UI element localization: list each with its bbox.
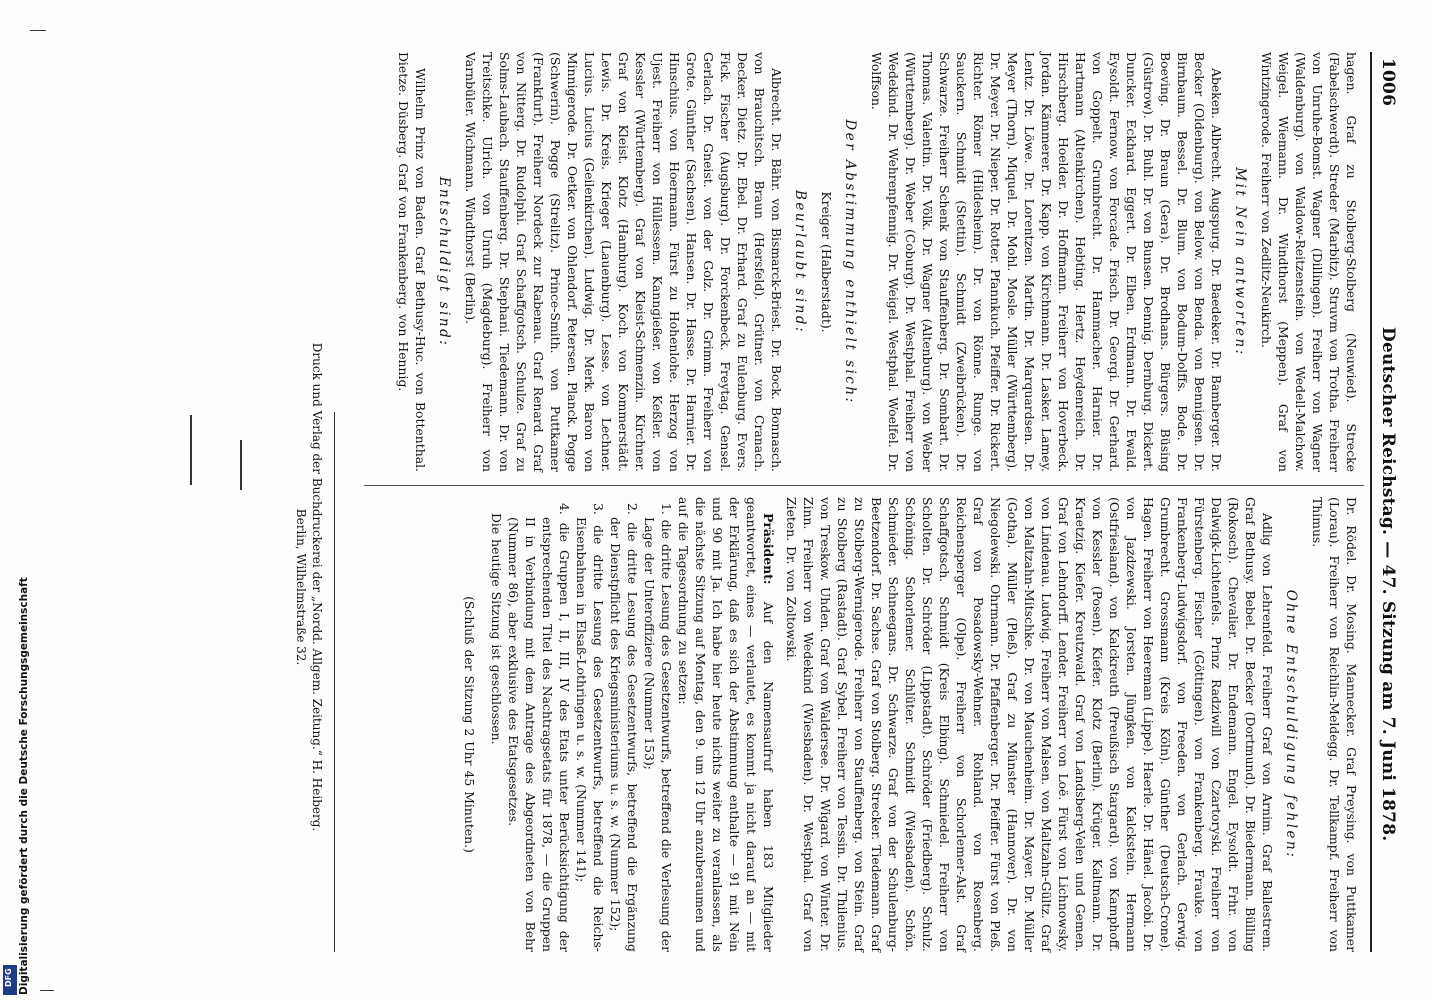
- right-intro: Dr. Rödel. Dr. Mosing. Mannecker. Graf Preysing. von Puttkamer (Lorau). Freiherr von Reichlin-Meldegg. Dr. Tellkampf. Freiherr von Thimus.: [1310, 497, 1359, 952]
- agenda-item: 4. die Gruppen I, II, III, IV des Etats unter Berücksichtigung der entsprechenden Titel des Nachtragsetats für 1878, — die Gruppen II in Verbindung mit dem Antrage des Abgeordneten von Behr (Nummer 86), aber exklusive des Etatsgesetzes.: [506, 503, 572, 952]
- printer-imprint: [293, 222, 325, 952]
- section-title-excused: Entschuldigt sind:: [436, 176, 452, 348]
- president-label: Präsident:: [761, 513, 776, 585]
- right-column: [360, 497, 1360, 952]
- page-title: Deutscher Reichstag. — 47. Sitzung am 7. Juni 1878.: [1378, 327, 1398, 842]
- scan-mark: [240, 440, 242, 490]
- abstain-voters: Kreiger (Halberstadt).: [819, 191, 834, 333]
- president-text: Auf den Namensaufruf haben 183 Mitglieder geantwortet, eines — verlautet, es kommt ja nicht darauf an — mit der Erklärung, daß es sich der Abstimmung enthalte — 91 mit Nein und 90 mit Ja. Ich habe hier heute nichts weiter zu veranlassen, als die nächste Sitzung auf Montag, den 9. um 12 Uhr anzuberaumen und auf die Tagesordnung zu setzen:: [676, 497, 776, 952]
- left-column: [360, 52, 1360, 472]
- excused-members: Wilhelm Prinz von Baden. Graf Bethusy-Huc. von Bottenthal. Dietze. Düsberg. Graf von Frankenberg. von Hennig.: [396, 52, 428, 472]
- agenda-item: 1. die dritte Lesung des Gesetzentwurfs, betreffend die Verlesung der Lage der Unteroffiziere (Nummer 153);: [642, 503, 674, 952]
- agenda-item: 3. die dritte Lesung des Gesetzentwurfs, betreffend die Reichs-Eisenbahnen in Elsaß-Lothringen u. s. w. (Nummer 141);: [574, 503, 606, 952]
- section-title-absent: Ohne Entschuldigung fehlen:: [1283, 589, 1299, 860]
- left-intro: hagen. Graf zu Stolberg-Stolberg (Neuwied). Strecke (Fabelschwerdt). Streder (Marbitz). Struvm von Trotha. Freiherr von Unruhe-Bomst. Wagner (Dillingen). Freiherr von Wagner (Waldenburg). von Waldow-Reitzenstein. von Wedell-Malchow. Weigel. Wiemann. Dr. Windthorst (Meppen). Graf von Wintzingerode. Freiherr von Zedlitz-Neukirch.: [1259, 52, 1359, 472]
- footer-rule: [334, 412, 335, 952]
- column-divider: [364, 485, 1364, 486]
- rotated-page-content: [235, 52, 1400, 952]
- dfg-logo-text: DFG: [4, 968, 13, 987]
- page-number: 1006: [1378, 58, 1398, 107]
- scan-mark: [190, 415, 192, 485]
- closing-line: Die heutige Sitzung ist geschlossen.: [489, 513, 504, 745]
- president-statement: [675, 497, 777, 952]
- leave-members: Albrecht. Dr. Bähr. von Bismarck-Briest. Dr. Bock. Bonnasch. von Brauchitsch. Braun (Hersfeld). Grütner. von Cranach. Decker. Dietz. Dr. Ebel. Dr. Erhard. Graf zu Eulenburg. Evers. Fick. Fischer (Augsburg). Dr. Forckenbeck. Freytag. Gensel. Gerlach. Dr. Gneist. von der Golz. Dr. Grimm. Freiherr von Grote. Günther (Sachsen). Hansen. Dr. Hasse. Dr. Harnier. Dr. Hinschius. von Hoermann. Fürst zu Hohenlohe. Herzog von Ujest. Freiherr von Hüllessem. Kanngießer. von Keßler. von Kessler (Württemberg). Graf von Kleist-Schmenzin. Kirchner. Graf von Kleist. Klotz (Hamburg). Koch. von Kommerstädt. Lewis. Dr. Kreis. Krieger (Lauenburg). Lesse. von Lechner. Lucius. Lucius (Geilenkirchen). Ludwig. Dr. Merk. Baron von Minnigerode. Dr. Oetker. von Ohlendorf. Petersen. Planck. Pogge (Schwerin). Pogge (Strelitz). Prince-Smith. von Puttkamer (Frankfurt). Freiherr Nordeck zur Rabenau. Graf Renard. Graf von Nitterg. Dr. Rudolphi. Graf Schaffgotsch. Schulze. Graf zu Solms-Laubach. Stauffenberg. Dr. Stephani. Tiedemann. Dr. von Treitschke. Ulrich. von Unruh (Magdeburg). Freiherr von Varnbüler. Wichmann. Windthorst (Berlin).: [463, 52, 784, 472]
- imprint-line-2: Berlin, Wilhelmstraße 32.: [294, 508, 308, 666]
- section-title-nein: Mit Nein antworten:: [1232, 167, 1248, 357]
- scan-mark: [40, 990, 54, 991]
- scan-mark: [30, 30, 46, 31]
- section-title-abstain: Der Abstimmung enthielt sich:: [842, 119, 858, 405]
- closing-note: (Schluß der Sitzung 2 Uhr 45 Minuten.): [462, 596, 477, 853]
- digitization-credit: Digitalisierung gefördert durch die Deutsche Forschungsgemeinschaft: [18, 577, 30, 995]
- nein-voters: Abeken. Albrecht. Augspurg. Dr. Baedeker. Dr. Bamberger. Dr. Becker (Oldenburg). von Below. von Benda. von Bennigsen. Dr. Birnbaum. Bessel. Dr. Blum. von Bodum-Dolffs. Bode. Dr. Boeving. Dr. Braun (Gera). Dr. Brodhans. Bürgers. Büsing (Güstrow). Dr. Buhl. Dr. von Bunsen. Dennig. Dernburg. Dickert. Duncker. Eckhard. Eggert. Dr. Elben. Erdmann. Dr. Ewald. Eysoldt. Fernow. von Forcade. Frisch. Dr. Georgi. Dr. Gerhard. von Goppelt. Grumbrecht. Dr. Hammacher. Harnier. Dr. Hartmann (Altenkirchen). Hebting. Hertz. Heydenreich. Dr. Hirschberg. Hoelder. Dr. Hoffmann. Freiherr von Hoverbeck. Jordan. Kämmerer. Dr. Kapp. von Kirchmann. Dr. Lasker. Lamey. Lentz. Dr. Löwe. Dr. Lorentzen. Martin. Dr. Marquardsen. Dr. Meyer (Thorn). Miquel. Dr. Mohl. Mosle. Müller (Württemberg). Dr. Meyer. Dr. Nieper. Dr. Rotter. Pfannkuch. Pfeiffer. Dr. Rickert. Richter. Römer (Hildesheim). Dr. von Rönne. Runge. von Sauckern. Schmidt (Stettin). Schmidt (Zweibrücken). Dr. Schwarze. Freiherr Schenk von Stauffenberg. Dr. Sombart. Dr. Thomas. Valentin. Dr. Völk. Dr. Wagner (Altenburg). von Weber (Württemberg). Dr. Weber (Coburg). Dr. Westphal. Freiherr von Wedekind. Dr. Wehrenpfennig. Dr. Weigel. Westphal. Woelfel. Dr. Wolffson.: [869, 52, 1224, 472]
- imprint-line-1: Druck und Verlag der Buchdruckerei der „Nordd. Allgem. Zeitung.“ H. Heiberg.: [310, 342, 324, 832]
- page-header: [1374, 52, 1400, 952]
- absent-members: Adlig von Lehrenfeld. Freiherr Graf von Arnim. Graf Ballestrem. Graf Bethusy. Bebel. Dr. Becker (Dortmund). Dr. Biedermann. Bülling (Rokosch). Chevalier. Dr. Endemann. Engel. Eysoldt. Frhr. von Dalwigk-Lichtenfels. Prinz Radziwill von Czartoryski. Freiherr von Fürstenberg. Fischer (Göttingen). von Frankenberg. Frauke. von Frankenberg-Ludwigsdorf. von Freeden. von Gerlach. Gerwig. Grumbrecht. Grossmann (Kreis Köln). Günther (Deutsch-Crone). Hagen. Freiherr von Heereman (Lippe). Haerle. Dr. Hänel. Jacobi. Dr. von Jazdzewski. Jorsten. Jüngken. von Kalckstein. Hermann (Ostfriesland). von Kalckreuth (Preußisch Stargard). von Kamphoff. von Kessler (Posen). Kiefer. Klotz (Berlin). Krüger. Kaltmann. Dr. Kraetzig. Kiefer. Kreutzwald. Graf von Landsberg-Velen und Gemen. Graf von Lehndorff. Lender. Freiherr von Loë. Fürst von Lichnowsky. von Lindenau. Ludwig. Freiherr von Malsen. von Maltzahn-Gültz. Graf von Maltzahn-Mitschke. Dr. von Mauchenheim. Dr. Mayer. Dr. Müller (Gotha). Müller (Pleß). Graf zu Münster (Hannover). Dr. von Niegolewski. Ohrmann. Dr. Pfaffenberger. Dr. Pfeiffer. Fürst von Pleß. Graf von Posadowsky-Wehner. Rohland. von Rosenberg. Reichensperger (Olpe). Freiherr von Schorlemer-Alst. Graf Schaffgotsch. Schmidt (Kreis Elbing). Schmiedel. Freiherr von Scholten. Dr. Schröder (Lippstadt). Schröder (Friedberg). Schulz. Schöning. Schorlemer. Schlüter. Schmidt (Wiesbaden). Schön. Schmieder. Schneegans. Dr. Schwarze. Graf von der Schulenburg-Beetzendorf. Dr. Sachse. Graf von Stolberg. Strecker. Tiedemann. Graf zu Stolberg-Wernigerode. Freiherr von Stauffenberg. von Stein. Graf zu Stolberg (Rastadt). Graf Sybel. Freiherr von Tessin. Dr. Thilenius. von Treskow. Uhden. Graf von Waldersee. Dr. Wigard. von Winter. Dr. Zinn. Freiherr von Wedekind (Wiesbaden). Dr. Westphal. Graf von Zieten. Dr. von Zoltowski.: [784, 497, 1275, 952]
- dfg-logo: [3, 965, 17, 995]
- header-rule: [1370, 52, 1372, 952]
- section-title-leave: Beurlaubt sind:: [792, 189, 808, 335]
- agenda-item: 2. die dritte Lesung des Gesetzentwurfs, betreffend die Ergänzung der Dienstpflicht des Kriegsministeriums u. s. w. (Nummer 152);: [608, 503, 640, 952]
